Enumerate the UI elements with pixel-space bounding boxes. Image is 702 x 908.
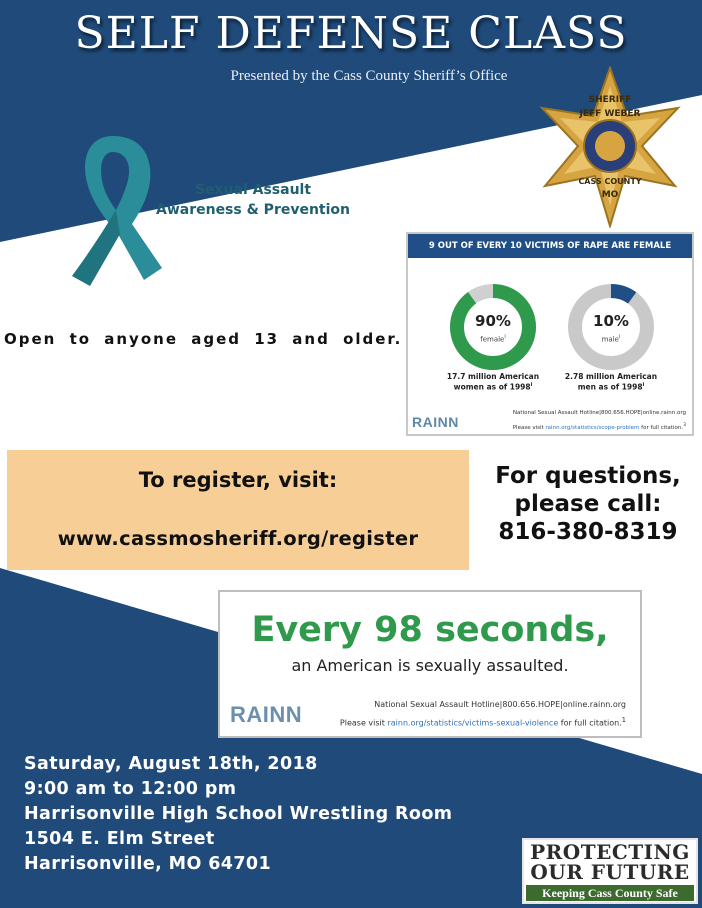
register-url-link[interactable]: www.cassmosheriff.org/register — [57, 527, 419, 550]
frequency-headline: Every 98 seconds, — [251, 610, 609, 650]
event-details — [24, 752, 452, 877]
logo-tagline-text: Keeping Cass County Safe — [542, 886, 678, 900]
female-footnote-mark: i — [504, 334, 506, 340]
event-street: 1504 E. Elm Street — [24, 829, 215, 849]
male-label — [566, 334, 656, 343]
frequency-citation-suffix: for full citation. — [560, 718, 622, 728]
frequency-hotline-text: National Sexual Assault Hotline|800.656.HOPE|online.rainn.org — [374, 700, 626, 709]
questions-line-1: For questions, — [495, 463, 681, 489]
logo-tagline — [526, 885, 694, 901]
questions-block — [476, 462, 700, 546]
awareness-heading — [148, 180, 358, 220]
register-box — [7, 450, 469, 570]
frequency-citation-link[interactable]: rainn.org/statistics/victims-sexual-violence — [387, 718, 559, 728]
questions-phone[interactable]: 816-380-8319 — [498, 519, 678, 545]
male-caption-footnote-mark: i — [642, 382, 645, 388]
badge-county-text: CASS COUNTY — [578, 177, 642, 186]
logo-line-1: PROTECTING — [530, 840, 690, 864]
female-caption-footnote-mark: i — [530, 382, 533, 388]
female-donut — [448, 282, 538, 372]
rainn-logo-small: RAINN — [412, 414, 459, 430]
frequency-subline: an American is sexually assaulted. — [291, 656, 569, 675]
female-label — [448, 334, 538, 343]
awareness-line-2: Awareness & Prevention — [155, 202, 351, 218]
female-percent: 90% — [475, 312, 511, 330]
rainn-stats-box — [406, 232, 694, 436]
page-title: SELF DEFENSE CLASS — [74, 8, 628, 59]
rainn-frequency-box — [218, 590, 642, 738]
frequency-citation-footnote: 1 — [621, 716, 626, 724]
protecting-our-future-logo — [522, 838, 698, 904]
event-time: 9:00 am to 12:00 pm — [24, 779, 237, 799]
event-location: Harrisonville High School Wrestling Room — [24, 804, 453, 824]
stats-citation-link[interactable]: rainn.org/statistics/scope-problem — [545, 424, 640, 431]
stats-heading: 9 OUT OF EVERY 10 VICTIMS OF RAPE ARE FEMALE — [408, 234, 692, 258]
page-subtitle: Presented by the Cass County Sheriff’s Office — [230, 68, 508, 84]
register-heading: To register, visit: — [138, 468, 338, 492]
male-donut — [566, 282, 656, 372]
frequency-citation-text — [340, 716, 626, 728]
stats-citation-prefix: Please visit — [512, 424, 544, 431]
questions-line-2: please call: — [514, 491, 662, 517]
sheriff-badge-icon — [530, 66, 690, 228]
female-caption-line-2-text: women as of 1998 — [453, 382, 531, 392]
badge-name-text: JEFF WEBER — [579, 109, 641, 119]
logo-line-2: OUR FUTURE — [530, 860, 690, 884]
male-percent: 10% — [593, 312, 629, 330]
badge-top-text: SHERIFF — [588, 95, 632, 105]
male-caption-line-2 — [556, 381, 666, 392]
rainn-logo-large: RAINN — [230, 702, 303, 727]
eligibility-text: Open to anyone aged 13 and older. — [4, 330, 403, 348]
stats-citation-suffix: for full citation. — [641, 424, 684, 431]
male-label-text: male — [601, 335, 619, 344]
female-label-text: female — [480, 335, 505, 344]
female-caption-line-2 — [438, 381, 548, 392]
event-date: Saturday, August 18th, 2018 — [24, 754, 318, 774]
stats-hotline-text: National Sexual Assault Hotline|800.656.HOPE|online.rainn.org — [512, 410, 686, 416]
male-caption-line-1: 2.78 million American — [564, 372, 658, 381]
male-caption — [556, 372, 666, 392]
badge-state-text: MO — [601, 190, 619, 200]
male-footnote-mark: i — [618, 334, 621, 340]
awareness-line-1: Sexual Assault — [194, 182, 312, 198]
male-caption-line-2-text: men as of 1998 — [577, 382, 643, 392]
female-caption — [438, 372, 548, 392]
event-city: Harrisonville, MO 64701 — [24, 854, 272, 874]
stats-citation-footnote: 3 — [683, 423, 686, 428]
frequency-citation-prefix: Please visit — [339, 718, 385, 728]
female-caption-line-1: 17.7 million American — [446, 372, 540, 381]
stats-citation-text — [513, 423, 686, 431]
